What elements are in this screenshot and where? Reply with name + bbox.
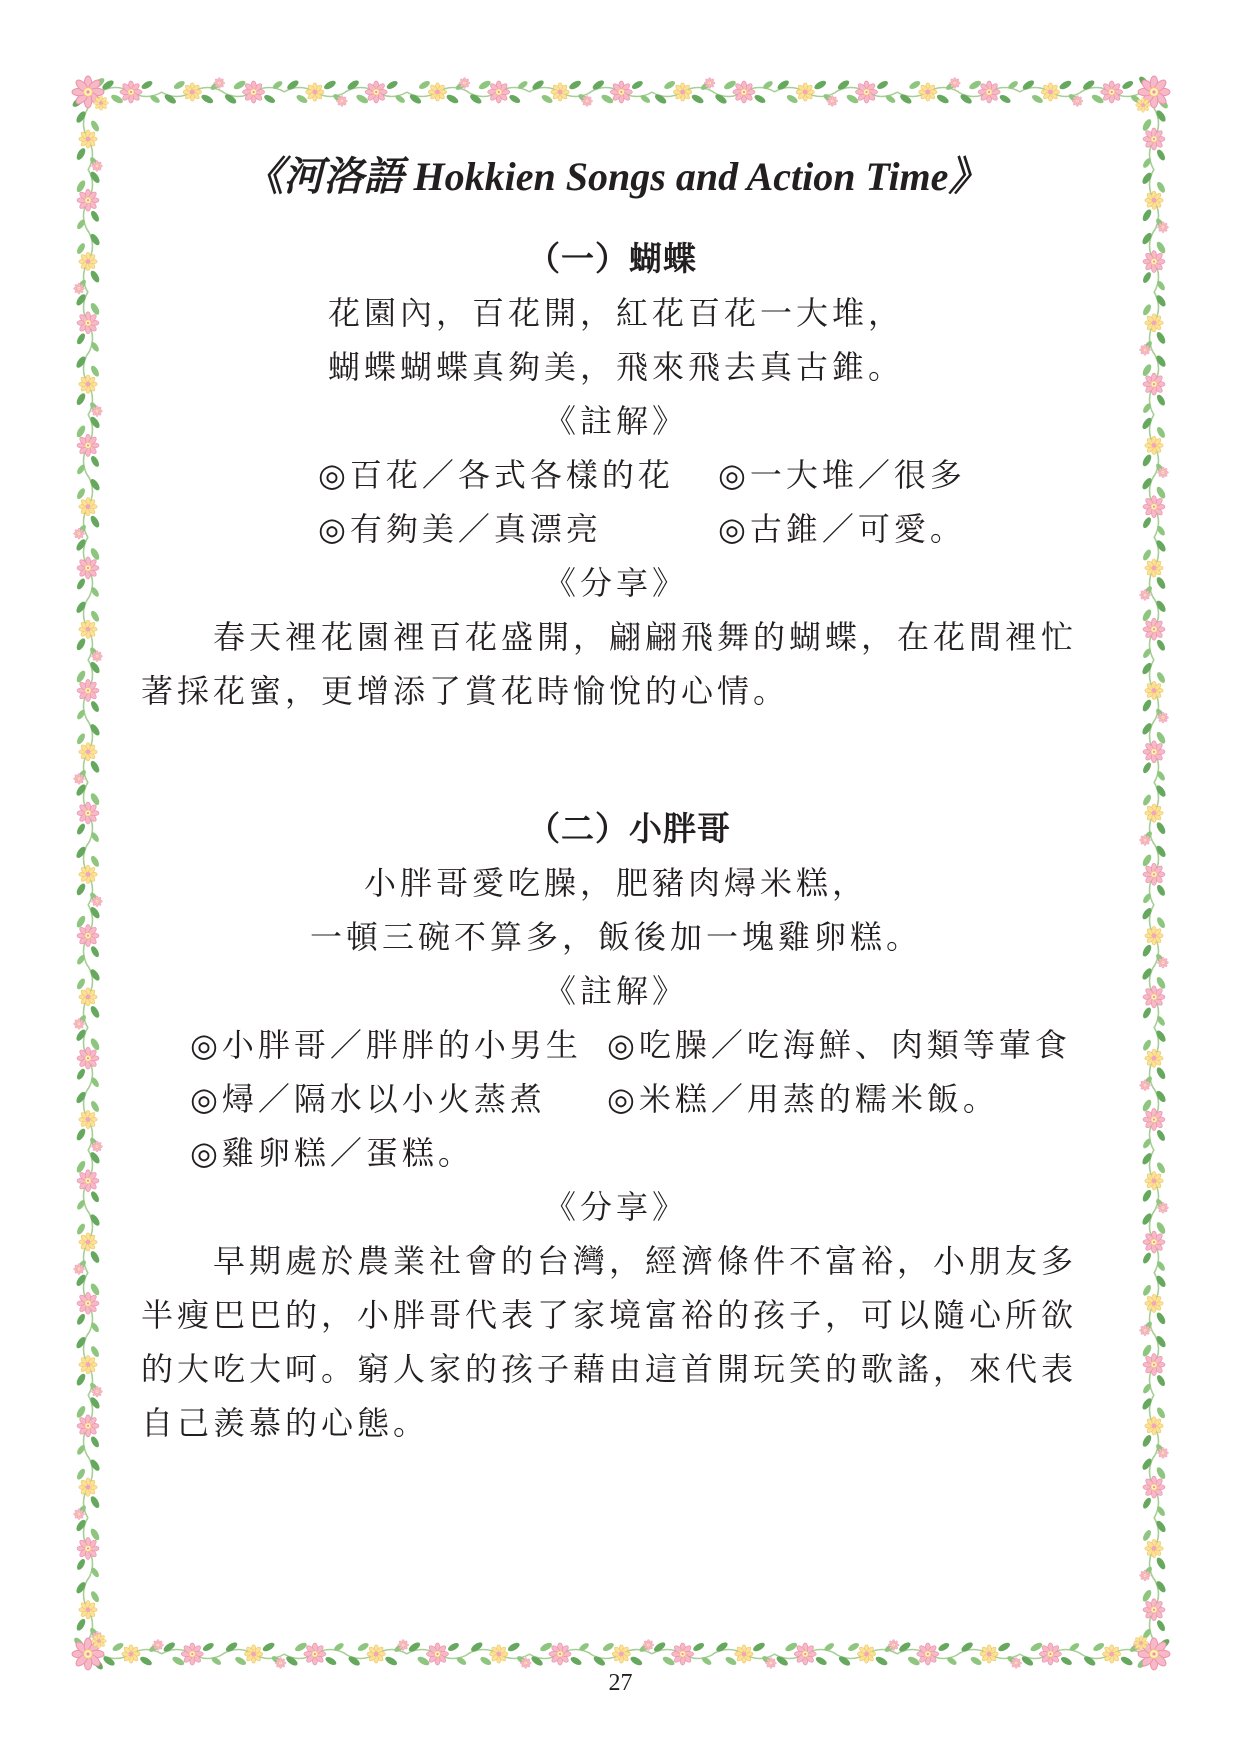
page-number: 27 bbox=[608, 1670, 633, 1696]
vine-sprig bbox=[468, 1641, 532, 1669]
share-label: 《分享》 bbox=[543, 564, 688, 602]
notes-row bbox=[0, 1018, 1232, 1072]
vine-sprig bbox=[284, 79, 348, 107]
vine-sprig bbox=[406, 1641, 468, 1667]
corner-flower bbox=[72, 1634, 106, 1671]
song-section bbox=[0, 232, 1232, 718]
lyric-line: 蝴蝶蝴蝶真夠美，飛來飛去真古錐。 bbox=[327, 348, 904, 386]
share-paragraph-line: 早期處於農業社會的台灣，經濟條件不富裕，小朋友多 bbox=[213, 1242, 1078, 1280]
vine-sprig bbox=[100, 1640, 164, 1668]
notes-row bbox=[0, 1072, 1232, 1126]
vine-sprig bbox=[406, 78, 470, 106]
vine-sprig bbox=[958, 1641, 1022, 1669]
vine-sprig bbox=[652, 78, 716, 106]
share-paragraph-line: 半瘦巴巴的，小胖哥代表了家境富裕的孩子，可以隨心所欲 bbox=[141, 1296, 1078, 1334]
vine-sprig bbox=[529, 79, 593, 107]
vine-sprig bbox=[652, 1641, 714, 1667]
vine-sprig bbox=[590, 79, 652, 105]
vine-sprig bbox=[161, 78, 225, 106]
vine-sprig bbox=[1141, 721, 1167, 783]
lyric-line: 一頓三碗不算多，飯後加一塊雞卵糕。 bbox=[309, 918, 922, 956]
vine-sprig bbox=[74, 1456, 102, 1520]
vine-sprig bbox=[1019, 79, 1083, 107]
vine-sprig bbox=[958, 79, 1020, 105]
share-paragraph-line: 春天裡花園裡百花盛開，翩翩飛舞的蝴蝶，在花間裡忙 bbox=[213, 618, 1078, 656]
notes-label: 《註解》 bbox=[543, 402, 688, 440]
note-item: ◎吃臊／吃海鮮、肉類等葷食 bbox=[607, 1026, 1071, 1064]
page-title: 《河洛語 Hokkien Songs and Action Time》 bbox=[243, 154, 989, 199]
vine-sprig bbox=[836, 79, 898, 105]
vine-sprig bbox=[774, 1641, 836, 1667]
vine-sprig bbox=[345, 1640, 409, 1668]
vine-sprig bbox=[1081, 79, 1143, 105]
note-item: ◎米糕／用蒸的糯米飯。 bbox=[607, 1080, 999, 1118]
share-paragraph-line: 自己羨慕的心態。 bbox=[141, 1404, 430, 1442]
note-item: ◎一大堆／很多 bbox=[718, 456, 966, 494]
share-label: 《分享》 bbox=[543, 1188, 688, 1226]
lyric-line: 小胖哥愛吃臊，肥豬肉燖米糕， bbox=[363, 864, 868, 902]
share-paragraph-line: 的大吃大呵。窮人家的孩子藉由這首開玩笑的歌謠，來代表 bbox=[141, 1350, 1078, 1388]
vine-sprig bbox=[590, 1640, 654, 1668]
notes-row bbox=[0, 1126, 1232, 1180]
song-heading: （二）小胖哥 bbox=[527, 809, 731, 848]
vine-sprig bbox=[713, 79, 775, 105]
corner-flower bbox=[1136, 75, 1170, 112]
song-heading: （一）蝴蝶 bbox=[527, 239, 697, 278]
share-paragraph-line: 著採花蜜，更增添了賞花時愉悅的心情。 bbox=[141, 672, 790, 710]
vine-sprig bbox=[897, 78, 961, 106]
vine-sprig bbox=[75, 1579, 103, 1643]
vine-sprig bbox=[100, 79, 162, 105]
vine-sprig bbox=[284, 1641, 346, 1667]
notes-row bbox=[0, 502, 1232, 556]
note-item: ◎小胖哥／胖胖的小男生 bbox=[190, 1026, 582, 1064]
vine-sprig bbox=[74, 721, 102, 785]
note-item: ◎有夠美／真漂亮 bbox=[318, 510, 602, 548]
notes-row bbox=[0, 448, 1232, 502]
corner-flower bbox=[1134, 1636, 1171, 1670]
vine-sprig bbox=[161, 1641, 223, 1667]
song-section bbox=[0, 802, 1232, 1450]
vine-sprig bbox=[1019, 1641, 1081, 1667]
notes-label: 《註解》 bbox=[543, 972, 688, 1010]
corner-flower bbox=[71, 76, 108, 110]
vine-sprig bbox=[1141, 1456, 1167, 1518]
vine-sprig bbox=[75, 1517, 101, 1579]
vine-sprig bbox=[1141, 1579, 1167, 1641]
vine-sprig bbox=[836, 1640, 900, 1668]
vine-sprig bbox=[345, 79, 407, 105]
vine-sprig bbox=[529, 1641, 591, 1667]
vine-sprig bbox=[1140, 1517, 1168, 1581]
note-item: ◎雞卵糕／蛋糕。 bbox=[190, 1134, 474, 1172]
note-item: ◎古錐／可愛。 bbox=[718, 510, 966, 548]
vine-sprig bbox=[774, 79, 838, 107]
note-item: ◎燖／隔水以小火蒸煮 bbox=[190, 1080, 546, 1118]
lyric-line: 花園內，百花開，紅花百花一大堆， bbox=[327, 294, 904, 332]
vine-sprig bbox=[223, 1641, 287, 1669]
note-item: ◎百花／各式各樣的花 bbox=[318, 456, 674, 494]
vine-sprig bbox=[897, 1641, 959, 1667]
vine-sprig bbox=[223, 79, 285, 105]
vine-sprig bbox=[713, 1641, 777, 1669]
vine-sprig bbox=[468, 79, 530, 105]
